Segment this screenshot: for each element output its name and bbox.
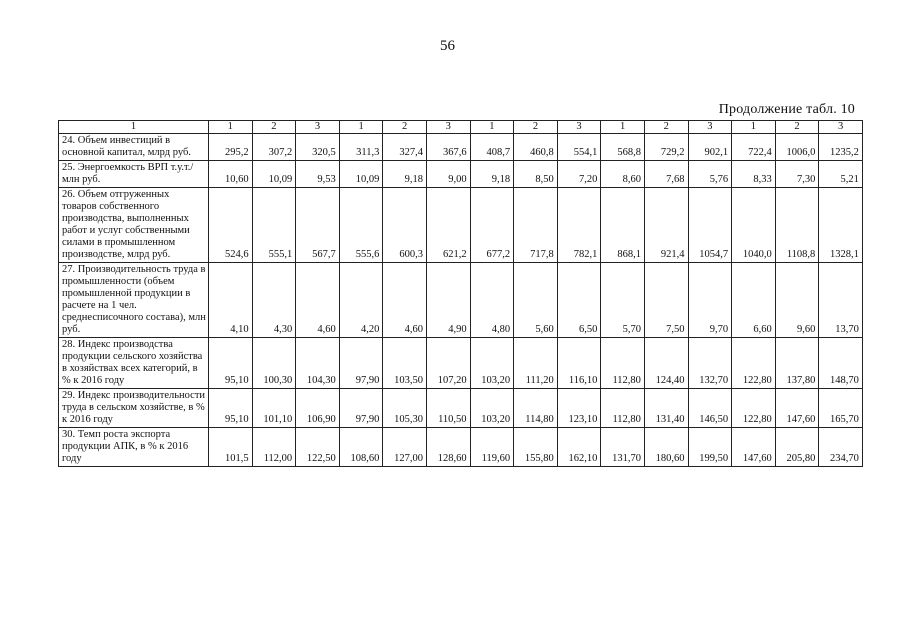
table-cell: 1235,2: [819, 134, 863, 161]
row-label: 25. Энергоемкость ВРП т.у.т./млн руб.: [59, 161, 209, 188]
row-label: 24. Объем инвестиций в основной капитал, млрд руб.: [59, 134, 209, 161]
row-label: 27. Производительность труда в промышленности (объем промышленной продукции в расчете на 1 чел. среднесписочного состава), млн руб.: [59, 263, 209, 338]
table-cell: 524,6: [209, 188, 253, 263]
table-cell: 7,68: [644, 161, 688, 188]
row-label: 29. Индекс производительности труда в сельском хозяйстве, в % к 2016 году: [59, 389, 209, 428]
table-cell: 4,20: [339, 263, 383, 338]
table-cell: 95,10: [209, 389, 253, 428]
table-cell: 1108,8: [775, 188, 819, 263]
row-label: 26. Объем отгруженных товаров собственного производства, выполненных работ и услуг собственными силами в промышленном производстве, млрд руб.: [59, 188, 209, 263]
table-cell: 105,30: [383, 389, 427, 428]
table-cell: 782,1: [557, 188, 601, 263]
column-header: 2: [252, 121, 296, 134]
table-row: [59, 338, 863, 389]
table-cell: 1054,7: [688, 188, 732, 263]
table-row: [59, 161, 863, 188]
table-cell: 131,70: [601, 428, 645, 467]
table-cell: 868,1: [601, 188, 645, 263]
table-cell: 5,60: [514, 263, 558, 338]
row-label: 30. Темп роста экспорта продукции АПК, в % к 2016 году: [59, 428, 209, 467]
table-cell: 7,30: [775, 161, 819, 188]
table-cell: 10,09: [339, 161, 383, 188]
table-cell: 5,76: [688, 161, 732, 188]
table-cell: 165,70: [819, 389, 863, 428]
table-cell: 137,80: [775, 338, 819, 389]
table-cell: 9,00: [426, 161, 470, 188]
table-cell: 122,80: [732, 338, 776, 389]
table-cell: 555,1: [252, 188, 296, 263]
table-cell: 180,60: [644, 428, 688, 467]
table-cell: 621,2: [426, 188, 470, 263]
table-cell: 147,60: [732, 428, 776, 467]
table-cell: 116,10: [557, 338, 601, 389]
table-cell: 146,50: [688, 389, 732, 428]
column-header: 1: [59, 121, 209, 134]
table-cell: 6,50: [557, 263, 601, 338]
table-row: [59, 389, 863, 428]
column-header: 2: [775, 121, 819, 134]
table-cell: 717,8: [514, 188, 558, 263]
column-header: 1: [470, 121, 514, 134]
table-cell: 7,50: [644, 263, 688, 338]
table-cell: 729,2: [644, 134, 688, 161]
table-cell: 131,40: [644, 389, 688, 428]
table-cell: 311,3: [339, 134, 383, 161]
table-cell: 108,60: [339, 428, 383, 467]
table-cell: 9,18: [383, 161, 427, 188]
table-cell: 4,80: [470, 263, 514, 338]
table-cell: 101,5: [209, 428, 253, 467]
table-cell: 128,60: [426, 428, 470, 467]
table-cell: 107,20: [426, 338, 470, 389]
table-cell: 307,2: [252, 134, 296, 161]
column-header: 3: [819, 121, 863, 134]
table-cell: 103,50: [383, 338, 427, 389]
table-cell: 295,2: [209, 134, 253, 161]
table-cell: 8,60: [601, 161, 645, 188]
table-cell: 111,20: [514, 338, 558, 389]
table-row: [59, 188, 863, 263]
table-cell: 112,80: [601, 389, 645, 428]
table-cell: 114,80: [514, 389, 558, 428]
table-cell: 4,30: [252, 263, 296, 338]
table-cell: 921,4: [644, 188, 688, 263]
table-cell: 13,70: [819, 263, 863, 338]
table-cell: 124,40: [644, 338, 688, 389]
column-header: 1: [732, 121, 776, 134]
table-cell: 10,09: [252, 161, 296, 188]
table-cell: 101,10: [252, 389, 296, 428]
table-cell: 123,10: [557, 389, 601, 428]
table-cell: 162,10: [557, 428, 601, 467]
table-cell: 97,90: [339, 338, 383, 389]
table-cell: 112,00: [252, 428, 296, 467]
table-cell: 110,50: [426, 389, 470, 428]
data-table: [58, 120, 863, 467]
table-cell: 10,60: [209, 161, 253, 188]
column-header: 3: [688, 121, 732, 134]
column-header: 1: [339, 121, 383, 134]
table-cell: 155,80: [514, 428, 558, 467]
table-cell: 199,50: [688, 428, 732, 467]
column-header: 3: [426, 121, 470, 134]
row-label: 28. Индекс производства продукции сельского хозяйства в хозяйствах всех категорий, в % к 2016 году: [59, 338, 209, 389]
table-cell: 4,60: [383, 263, 427, 338]
table-cell: 1006,0: [775, 134, 819, 161]
table-cell: 5,21: [819, 161, 863, 188]
table-cell: 567,7: [296, 188, 340, 263]
table-cell: 4,60: [296, 263, 340, 338]
table-cell: 148,70: [819, 338, 863, 389]
table-cell: 8,33: [732, 161, 776, 188]
column-header: 1: [601, 121, 645, 134]
table-cell: 103,20: [470, 338, 514, 389]
table-cell: 132,70: [688, 338, 732, 389]
table-cell: 119,60: [470, 428, 514, 467]
table-cell: 4,90: [426, 263, 470, 338]
column-header: 2: [383, 121, 427, 134]
table-cell: 1328,1: [819, 188, 863, 263]
table-row: [59, 134, 863, 161]
column-header: 3: [557, 121, 601, 134]
table-cell: 600,3: [383, 188, 427, 263]
table-cell: 677,2: [470, 188, 514, 263]
table-cell: 555,6: [339, 188, 383, 263]
table-cell: 408,7: [470, 134, 514, 161]
table-cell: 4,10: [209, 263, 253, 338]
table-cell: 205,80: [775, 428, 819, 467]
table-cell: 95,10: [209, 338, 253, 389]
table-cell: 367,6: [426, 134, 470, 161]
column-header: 3: [296, 121, 340, 134]
table-cell: 1040,0: [732, 188, 776, 263]
table-cell: 460,8: [514, 134, 558, 161]
table-cell: 9,18: [470, 161, 514, 188]
table-cell: 147,60: [775, 389, 819, 428]
page-number: 56: [440, 38, 455, 54]
table-cell: 327,4: [383, 134, 427, 161]
table-cell: 100,30: [252, 338, 296, 389]
table-cell: 9,70: [688, 263, 732, 338]
table-cell: 234,70: [819, 428, 863, 467]
table-cell: 112,80: [601, 338, 645, 389]
continuation-title: Продолжение табл. 10: [718, 102, 855, 117]
table-cell: 106,90: [296, 389, 340, 428]
table-cell: 8,50: [514, 161, 558, 188]
table-cell: 320,5: [296, 134, 340, 161]
table-cell: 9,60: [775, 263, 819, 338]
table-cell: 5,70: [601, 263, 645, 338]
table-cell: 722,4: [732, 134, 776, 161]
table-cell: 7,20: [557, 161, 601, 188]
column-header: 2: [514, 121, 558, 134]
table-row: [59, 428, 863, 467]
table-body: [59, 134, 863, 467]
table-cell: 122,80: [732, 389, 776, 428]
table-cell: 568,8: [601, 134, 645, 161]
column-header: 2: [644, 121, 688, 134]
table-cell: 103,20: [470, 389, 514, 428]
table-cell: 127,00: [383, 428, 427, 467]
table-cell: 122,50: [296, 428, 340, 467]
table-row: [59, 263, 863, 338]
table-cell: 554,1: [557, 134, 601, 161]
header-row: [59, 121, 863, 134]
table-cell: 6,60: [732, 263, 776, 338]
table-cell: 9,53: [296, 161, 340, 188]
table-cell: 104,30: [296, 338, 340, 389]
table-cell: 97,90: [339, 389, 383, 428]
table-cell: 902,1: [688, 134, 732, 161]
column-header: 1: [209, 121, 253, 134]
